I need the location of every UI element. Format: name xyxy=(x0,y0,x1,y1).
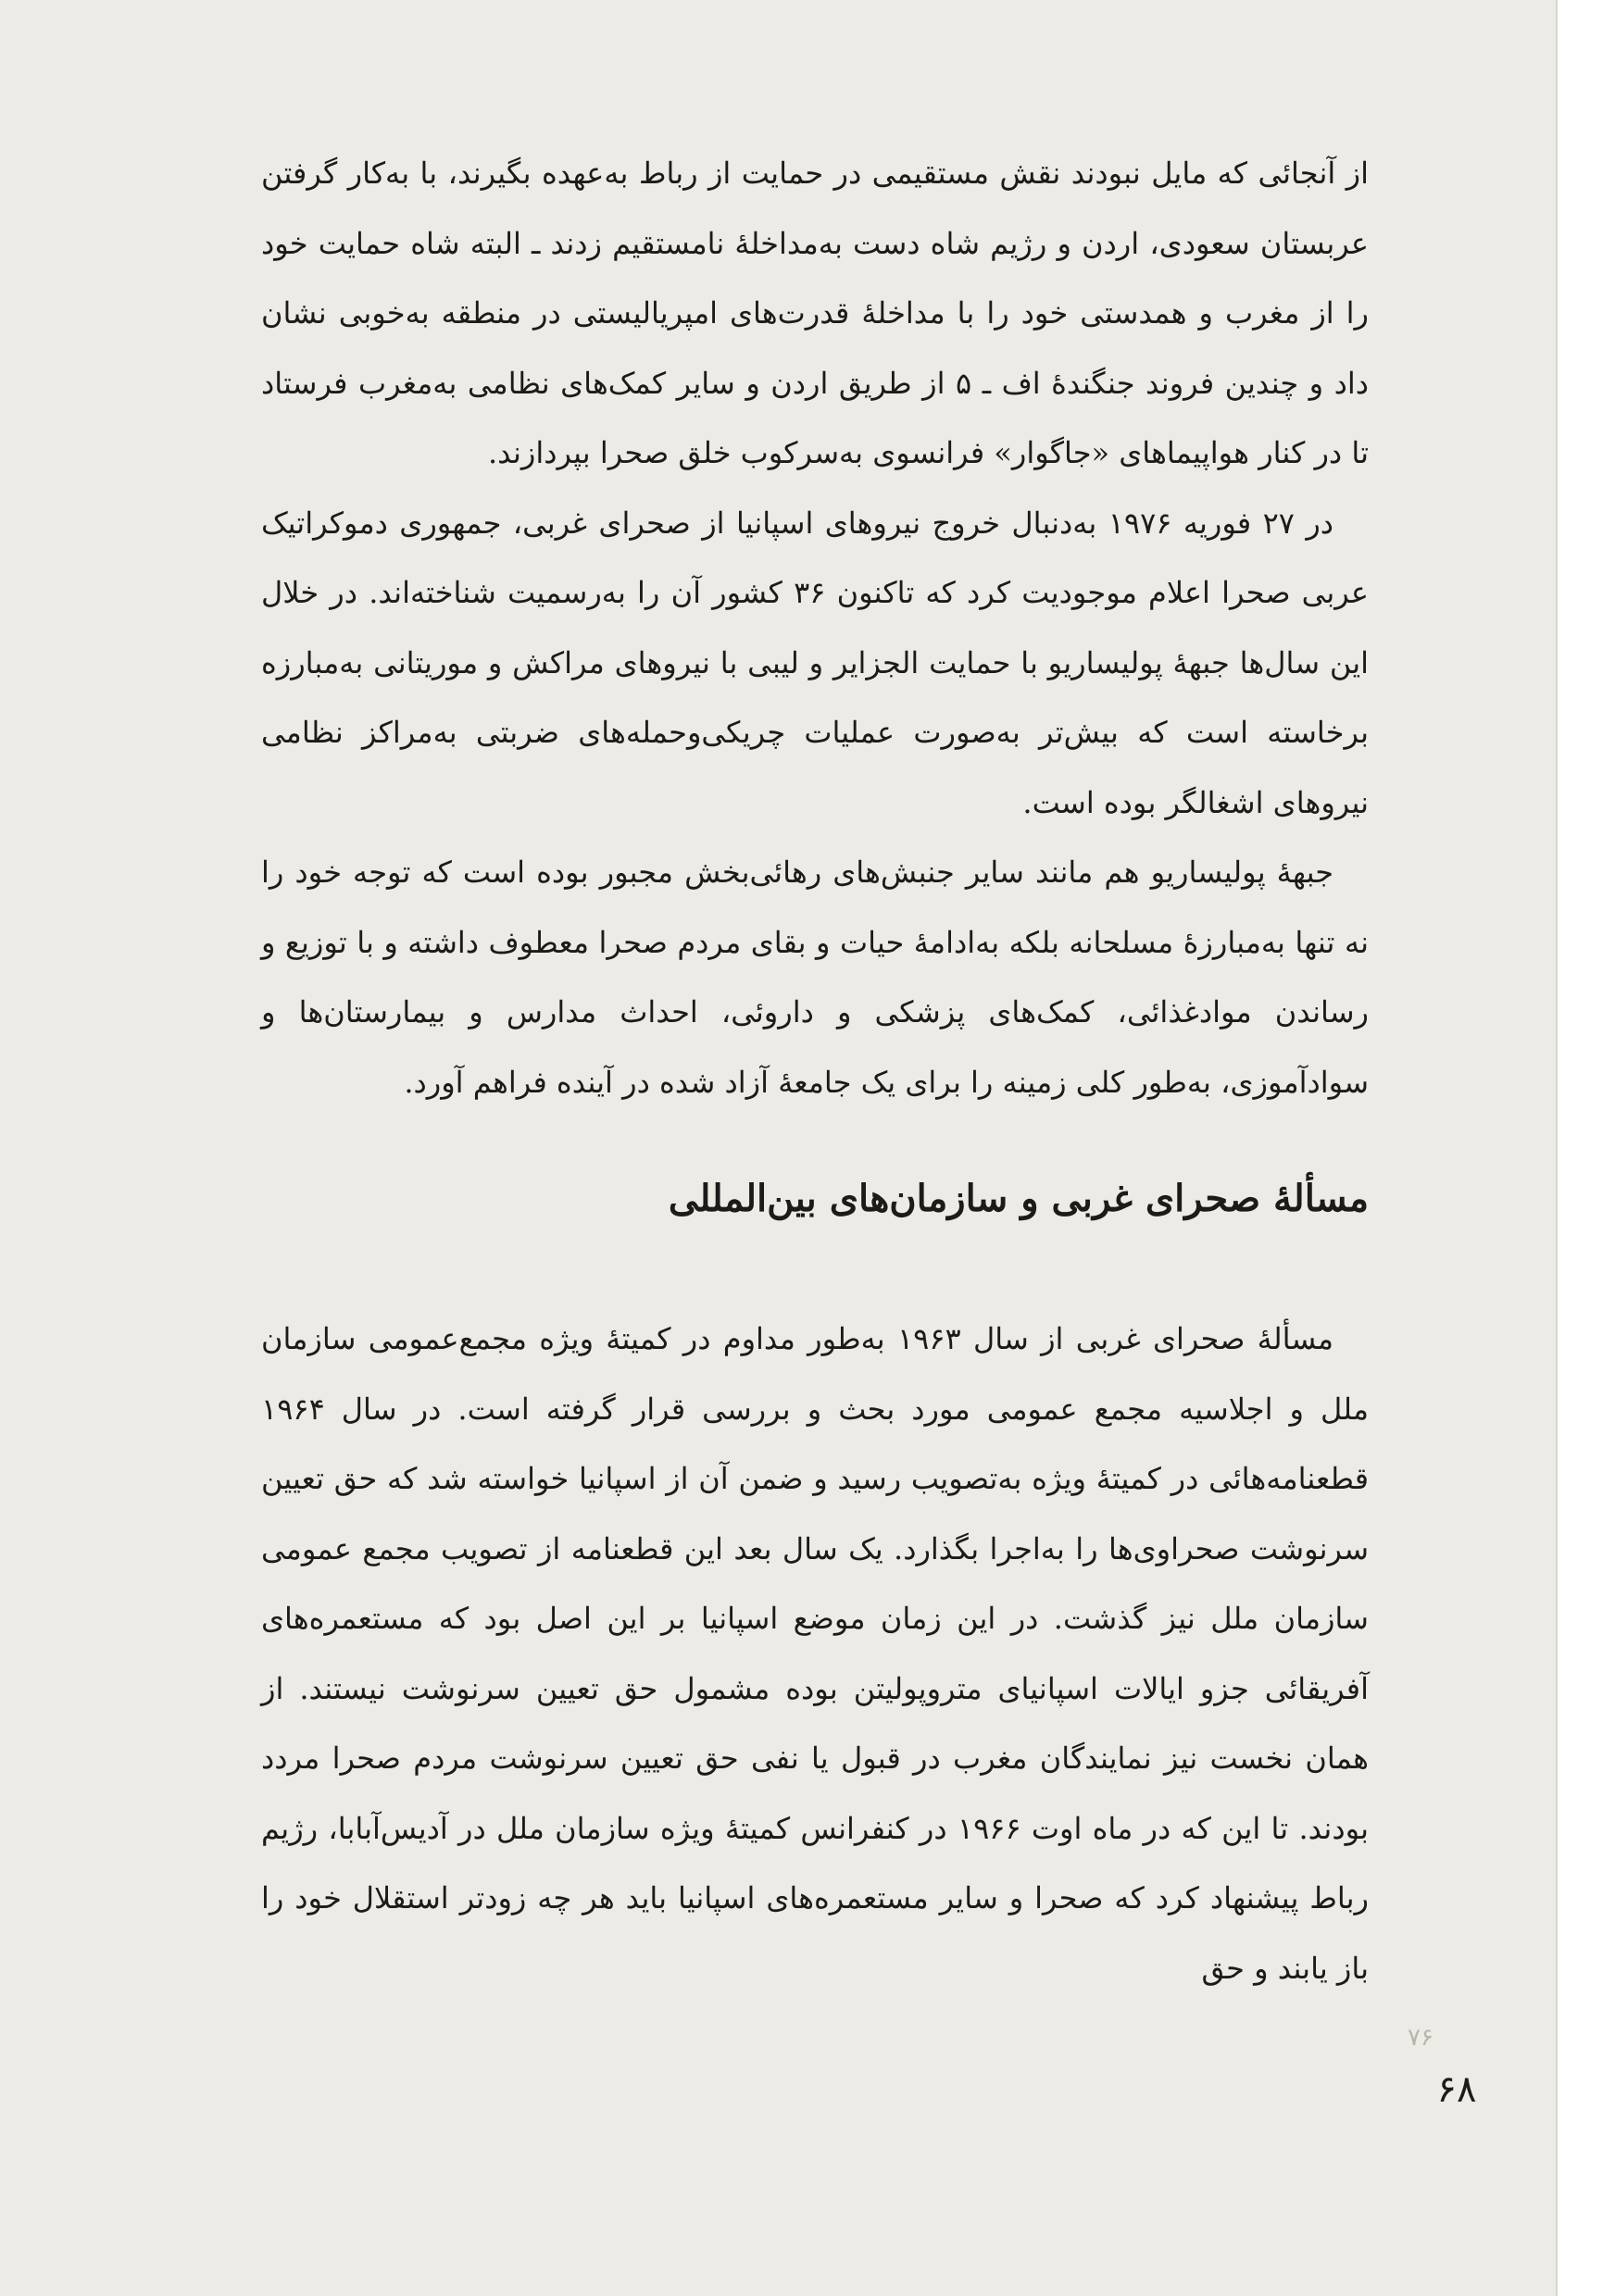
page-edge-margin xyxy=(1556,0,1615,2296)
paragraph-4: مسألهٔ صحرای غربی از سال ۱۹۶۳ به‌طور مداوم در کمیتهٔ ویژه مجمع‌عمومی سازمان ملل و اجلاسیه مجمع عمومی مورد بحث و بررسی قرار گرفته است. در سال ۱۹۶۴ قطعنامه‌هائی در کمیتهٔ ویژه به‌تصویب رسید و ضمن آن از اسپانیا خواسته شد که حق تعیین سرنوشت صحراوی‌ها را به‌اجرا بگذارد. یک سال بعد این قطعنامه از تصویب مجمع عمومی سازمان ملل نیز گذشت. در این زمان موضع اسپانیا بر این اصل بود که مستعمره‌های آفریقائی جزو ایالات اسپانیای متروپولیتن بوده مشمول حق تعیین سرنوشت نیستند. از همان نخست نیز نمایندگان مغرب در قبول یا نفی حق تعیین سرنوشت مردم صحرا مردد بودند. تا این که در ماه اوت ۱۹۶۶ در کنفرانس کمیتهٔ ویژه سازمان ملل در آدیس‌آبابا، رژیم رباط پیشنهاد کرد که صحرا و سایر مستعمره‌های اسپانیا باید هر چه زودتر استقلال خود را باز یابند و حق xyxy=(261,1321,1370,1986)
paragraph-1: از آنجائی که مایل نبودند نقش مستقیمی در حمایت از رباط به‌عهده بگیرند، با به‌کار گرفتن عربستان سعودی، اردن و رژیم شاه دست به‌مداخلهٔ نامستقیم زدند ـ البته شاه حمایت خود را از مغرب و همدستی خود را با مداخلهٔ قدرت‌های امپریالیستی در منطقه به‌خوبی نشان داد و چندین فروند جنگندهٔ اف ـ ۵ از طریق اردن و سایر کمک‌های نظامی به‌مغرب فرستاد تا در کنار هواپیماهای «جاگوار» فرانسوی به‌سرکوب خلق صحرا بپردازند. xyxy=(261,156,1370,470)
paragraph-2: در ۲۷ فوریه ۱۹۷۶ به‌دنبال خروج نیروهای اسپانیا از صحرای غربی، جمهوری دموکراتیک عربی صحرا اعلام موجودیت کرد که تاکنون ۳۶ کشور آن را به‌رسمیت شناخته‌اند. در خلال این سال‌ها جبههٔ پولیساریو با حمایت الجزایر و لیبی با نیروهای مراکش و موریتانی به‌مبارزه برخاسته است که بیش‌تر به‌صورت عملیات چریکی‌وحمله‌های ضربتی به‌مراکز نظامی نیروهای اشغالگر بوده است. xyxy=(261,505,1370,820)
page-number: ۶۸ xyxy=(1436,2068,1477,2111)
body-text xyxy=(261,139,1369,2003)
faint-margin-mark: ۷۶ xyxy=(1408,2024,1433,2052)
section-heading: مسألهٔ صحرای غربی و سازمان‌های بین‌المللی xyxy=(668,1177,1369,1220)
paragraph-3: جبههٔ پولیساریو هم مانند سایر جنبش‌های رهائی‌بخش مجبور بوده است که توجه خود را نه تنها به‌مبارزهٔ مسلحانه بلکه به‌ادامهٔ حیات و بقای مردم صحرا معطوف داشته و با توزیع و رساندن موادغذائی، کمک‌های پزشکی و داروئی، احداث مدارس و بیمارستان‌ها و سوادآموزی، به‌طور کلی زمینه را برای یک جامعهٔ آزاد شده در آینده فراهم آورد. xyxy=(261,855,1369,1100)
